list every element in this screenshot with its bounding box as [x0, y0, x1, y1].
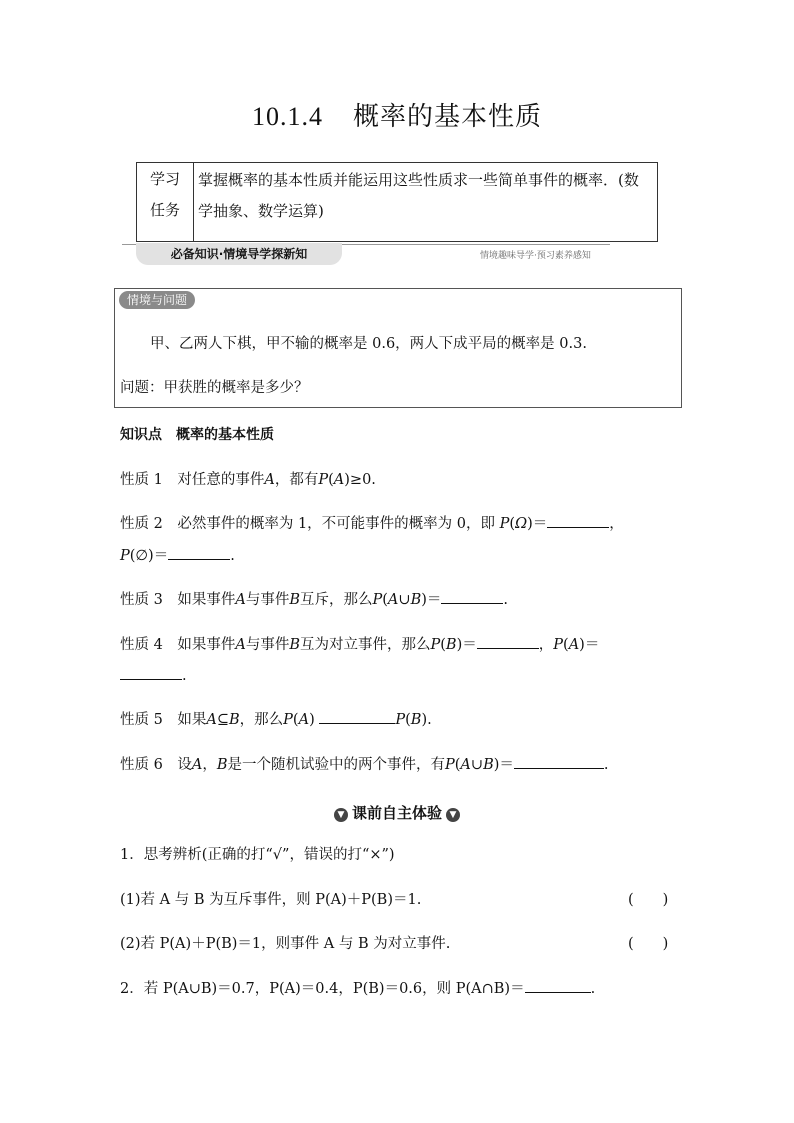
- property-1: 性质 1 对任意的事件A，都有P(A)≥0.: [120, 472, 376, 488]
- property-2-label: 性质 2: [120, 516, 163, 532]
- preclass-heading: [0, 802, 794, 823]
- chevron-down-icon: ▼: [446, 808, 460, 822]
- answer-blank[interactable]: [120, 665, 182, 680]
- knowledge-heading: 知识点 概率的基本性质: [120, 427, 274, 443]
- property-6-text-a: 设: [177, 757, 192, 773]
- section-number: 10.1.4: [251, 102, 323, 131]
- property-4-label: 性质 4: [120, 637, 163, 653]
- answer-blank[interactable]: [514, 754, 604, 769]
- property-2-line2: P(∅)＝ .: [120, 544, 235, 565]
- property-3-text-b: 与事件: [245, 592, 290, 608]
- property-4-text-b: 与事件: [245, 637, 290, 653]
- property-6-text-b: 是一个随机试验中的两个事件，有: [227, 757, 445, 773]
- goal-text: 掌握概率的基本性质并能运用这些性质求一些简单事件的概率．(数学抽象、数学运算): [194, 163, 658, 242]
- property-4-text-a: 如果事件: [177, 637, 236, 653]
- property-1-text-b: ，都有: [274, 472, 319, 488]
- scenario-question: 问题：甲获胜的概率是多少？: [120, 380, 309, 396]
- property-5-text-a: 如果: [177, 712, 207, 728]
- answer-blank[interactable]: [547, 513, 609, 528]
- section-banner: 必备知识·情境导学探新知: [136, 243, 342, 265]
- property-1-text-c: ≥0.: [349, 472, 376, 488]
- property-3-label: 性质 3: [120, 592, 163, 608]
- answer-blank[interactable]: [319, 709, 395, 724]
- property-4-text-c: 互为对立事件，那么: [299, 637, 431, 653]
- property-3-eq: ＝: [426, 592, 442, 608]
- goal-label-line1: 学习: [149, 170, 180, 188]
- answer-blank[interactable]: [477, 634, 539, 649]
- property-1-label: 性质 1: [120, 472, 163, 488]
- property-5-text-b: ，那么: [239, 712, 284, 728]
- property-4: 性质 4 如果事件A与事件B互为对立事件，那么P(B)＝ ，P(A)＝: [120, 633, 599, 654]
- goal-label-line2: 任务: [149, 201, 180, 219]
- question-1b: (2)若 P(A)＋P(B)＝1，则事件 A 与 B 为对立事件.: [120, 936, 451, 952]
- property-3: 性质 3 如果事件A与事件B互斥，那么P(A∪B)＝ .: [120, 588, 508, 609]
- banner-note: 情境趣味导学·预习素养感知: [480, 251, 591, 261]
- property-3-text-c: 互斥，那么: [299, 592, 373, 608]
- page-title: [0, 96, 794, 133]
- answer-blank[interactable]: [441, 589, 503, 604]
- learning-goal-table: [136, 162, 658, 242]
- question-2: 2．若 P(A∪B)＝0.7，P(A)＝0.4，P(B)＝0.6，则 P(A∩B)＝ .: [120, 977, 595, 998]
- property-4-line2: .: [120, 665, 187, 684]
- answer-blank[interactable]: [525, 978, 591, 993]
- question-1a: (1)若 A 与 B 为互斥事件，则 P(A)＋P(B)＝1.: [120, 892, 422, 908]
- property-5-label: 性质 5: [120, 712, 163, 728]
- property-5: 性质 5 如果A⊆B，那么P(A) P(B).: [120, 708, 432, 729]
- question-1: 1．思考辨析(正确的打“√”，错误的打“×”): [120, 847, 395, 863]
- property-2-text-c: ，: [609, 516, 624, 532]
- answer-paren[interactable]: ( ): [628, 892, 669, 908]
- property-6: 性质 6 设A，B是一个随机试验中的两个事件，有P(A∪B)＝ .: [120, 753, 609, 774]
- property-2-eq: ＝: [532, 516, 548, 532]
- property-6-label: 性质 6: [120, 757, 163, 773]
- chevron-down-icon: ▼: [334, 808, 348, 822]
- answer-paren[interactable]: ( ): [628, 936, 669, 952]
- scenario-text: 甲、乙两人下棋，甲不输的概率是 0.6，两人下成平局的概率是 0.3.: [150, 336, 587, 352]
- question-2-text: 2．若 P(A∪B)＝0.7，P(A)＝0.4，P(B)＝0.6，则 P(A∩B)＝: [120, 981, 525, 997]
- section-title: 概率的基本性质: [352, 102, 542, 132]
- property-3-text-a: 如果事件: [177, 592, 236, 608]
- preclass-heading-text: 课前自主体验: [351, 804, 442, 822]
- scenario-tag: 情境与问题: [119, 291, 195, 309]
- property-4-eq: ＝: [462, 637, 477, 653]
- property-1-text-a: 对任意的事件: [177, 472, 265, 488]
- goal-label: [137, 163, 194, 242]
- property-2: 性质 2 必然事件的概率为 1，不可能事件的概率为 0，即 P(Ω)＝ ，: [120, 512, 624, 533]
- answer-blank[interactable]: [168, 545, 230, 560]
- property-2-text-a: 必然事件的概率为 1，不可能事件的概率为 0，即: [177, 516, 500, 532]
